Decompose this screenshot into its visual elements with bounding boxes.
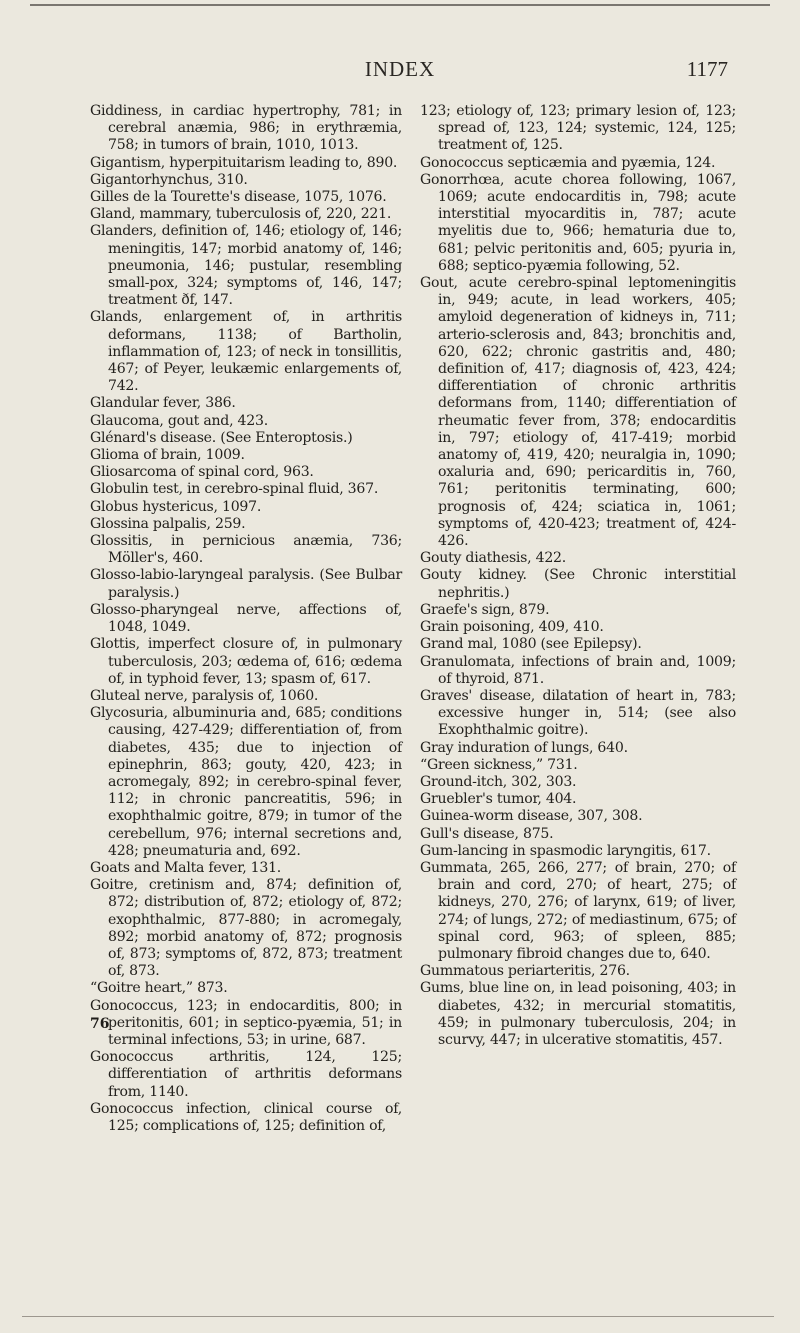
index-entry: Gummatous periarteritis, 276. [420, 963, 630, 980]
index-entry: Glioma of brain, 1009. [90, 447, 245, 464]
index-entry: Gliosarcoma of spinal cord, 963. [90, 464, 314, 481]
index-entry: Gonococcus septicæmia and pyæmia, 124. [420, 154, 716, 171]
index-entry: Gigantorhynchus, 310. [90, 171, 248, 188]
index-entry: Gilles de la Tourette's disease, 1075, 1076. [90, 189, 387, 206]
index-entry: Guinea-worm disease, 307, 308. [420, 808, 643, 825]
index-entry: “Goitre heart,” 873. [90, 980, 228, 997]
index-entry: Granulomata, infections of brain and, 1009; of thyroid, 871. [420, 653, 736, 687]
signature-mark: 76 [90, 1016, 110, 1032]
index-entry: Gull's disease, 875. [420, 825, 554, 842]
index-entry: Gum-lancing in spasmodic laryngitis, 617. [420, 842, 711, 859]
index-entry: “Green sickness,” 731. [420, 756, 578, 773]
index-entry: Gonococcus arthritis, 124, 125; differentiation of arthritis deformans from, 1140. [90, 1049, 402, 1100]
index-entry: Gonococcus infection, clinical course of, 125; complications of, 125; definition of, [90, 1100, 402, 1134]
index-entry: Gluteal nerve, paralysis of, 1060. [90, 687, 319, 704]
index-entry: Giddiness, in cardiac hypertrophy, 781; in cerebral anæmia, 986; in erythræmia, 758; in tumors of brain, 1010, 1013. [90, 103, 402, 154]
index-entry: Grand mal, 1080 (see Epilepsy). [420, 636, 642, 653]
index-entry: Gums, blue line on, in lead poisoning, 403; in diabetes, 432; in mercurial stomatitis, 459; in pulmonary tuberculosis, 204; in scurvy, 447; in ulcerative stomatitis, 457. [420, 980, 736, 1048]
left-column [90, 103, 402, 1135]
index-entry: Gland, mammary, tuberculosis of, 220, 221. [90, 206, 392, 223]
index-entry: Gouty kidney. (See Chronic interstitial nephritis.) [420, 567, 736, 601]
index-entry: Gruebler's tumor, 404. [420, 791, 577, 808]
index-entry: Glosso-labio-laryngeal paralysis. (See Bulbar paralysis.) [90, 567, 402, 601]
index-entry: Gouty diathesis, 422. [420, 550, 567, 567]
index-entry: Gummata, 265, 266, 277; of brain, 270; of brain and cord, 270; of heart, 275; of kidneys, 270, 276; of larynx, 619; of liver, 274; of lungs, 272; of mediastinum, 675; of spinal cord, 963; of spleen, 885; pulmonary fibroid changes due to, 640. [420, 859, 736, 962]
index-entry: Glossina palpalis, 259. [90, 515, 246, 532]
index-entry: Glossitis, in pernicious anæmia, 736; Möller's, 460. [90, 533, 402, 567]
index-entry: Globus hystericus, 1097. [90, 498, 262, 515]
index-entry: Gonorrhœa, acute chorea following, 1067, 1069; acute endocarditis in, 798; acute interstitial myocarditis in, 787; acute myelitis due to, 966; hematuria due to, 681; pelvic peritonitis and, 605; pyuria in, 688; septico-pyæmia following, 52. [420, 171, 736, 274]
right-column [420, 103, 736, 1049]
index-entry: Glénard's disease. (See Enteroptosis.) [90, 429, 353, 446]
index-entry: Ground-itch, 302, 303. [420, 773, 577, 790]
index-entry: Glycosuria, albuminuria and, 685; conditions causing, 427-429; differentiation of, from diabetes, 435; due to injection of epinephrin, 863; gouty, 420, 423; in acromegaly, 892; in cerebro-spinal fever, 112; in chronic pancreatitis, 596; in exophthalmic goitre, 879; in tumor of the cerebellum, 976; internal secretions and, 428; pneumaturia and, 692. [90, 705, 402, 859]
index-entry: Glaucoma, gout and, 423. [90, 412, 268, 429]
index-entry: Gout, acute cerebro-spinal leptomeningitis in, 949; acute, in lead workers, 405; amyloid degeneration of kidneys in, 711; arterio-sclerosis and, 843; bronchitis and, 620, 622; chronic gastritis and, 480; definition of, 417; diagnosis of, 423, 424; differentiation of chronic arthritis deformans from, 1140; differentiation of rheumatic fever from, 378; endocarditis in, 797; etiology of, 417-419; morbid anatomy of, 419, 420; neuralgia in, 1090; oxaluria and, 690; pericarditis in, 760, 761; peritonitis terminating, 600; prognosis of, 424; sciatica in, 1061; symptoms of, 420-423; treatment of, 424-426. [420, 275, 736, 550]
index-entry: Goitre, cretinism and, 874; definition of, 872; distribution of, 872; etiology of, 872; exophthalmic, 877-880; in acromegaly, 892; morbid anatomy of, 872; prognosis of, 873; symptoms of, 872, 873; treatment of, 873. [90, 877, 402, 980]
index-entry: Glands, enlargement of, in arthritis deformans, 1138; of Bartholin, inflammation of, 123; of neck in tonsillitis, 467; of Peyer, leukæmic enlargements of, 742. [90, 309, 402, 395]
index-entry: Gigantism, hyperpituitarism leading to, 890. [90, 154, 398, 171]
index-entry: Graefe's sign, 879. [420, 601, 550, 618]
index-entry: Goats and Malta fever, 131. [90, 859, 282, 876]
index-entry: Gonococcus, 123; in endocarditis, 800; in peritonitis, 601; in septico-pyæmia, 51; in terminal infections, 53; in urine, 687. [90, 997, 402, 1048]
index-entry: Glandular fever, 386. [90, 395, 236, 412]
index-entry: Glosso-pharyngeal nerve, affections of, 1048, 1049. [90, 601, 402, 636]
index-entry: Glanders, definition of, 146; etiology of, 146; meningitis, 147; morbid anatomy of, 146; pneumonia, 146; pustular, resembling small-pox, 324; symptoms of, 146, 147; treatment ðf, 147. [90, 223, 402, 309]
index-entry: Gray induration of lungs, 640. [420, 739, 628, 756]
page-title: INDEX [364, 57, 436, 81]
bottom-rule [22, 1316, 774, 1317]
index-entry: Grain poisoning, 409, 410. [420, 619, 604, 636]
index-entry: Graves' disease, dilatation of heart in, 783; excessive hunger in, 514; (see also Exophthalmic goitre). [420, 687, 736, 739]
index-entry: 123; etiology of, 123; primary lesion of, 123; spread of, 123, 124; systemic, 124, 125; treatment of, 125. [420, 103, 736, 154]
top-rule [30, 4, 770, 6]
index-entry: Glottis, imperfect closure of, in pulmonary tuberculosis, 203; œdema of, 616; œdema of, in typhoid fever, 13; spasm of, 617. [90, 636, 402, 687]
index-entry: Globulin test, in cerebro-spinal fluid, 367. [90, 481, 379, 498]
page-number: 1177 [686, 57, 728, 81]
